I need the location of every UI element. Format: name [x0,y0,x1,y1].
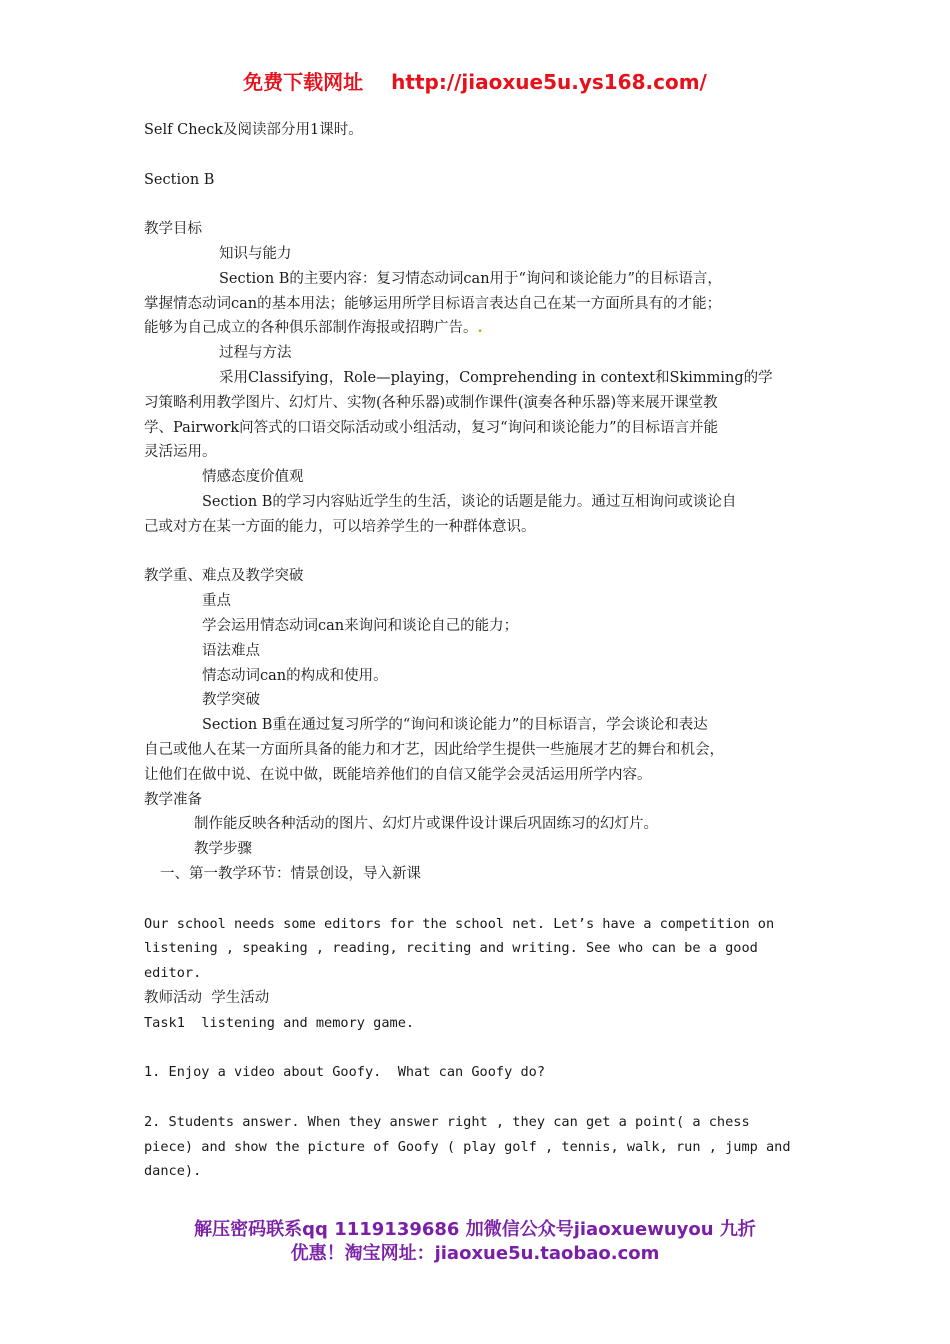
header-banner [0,66,950,95]
document-body [144,118,814,1184]
text-line: 情态动词can的构成和使用。 [202,667,388,684]
text-line: Section B的主要内容：复习情态动词can用于“询问和谈论能力”的目标语言， [219,270,722,287]
heading-steps: 教学步骤 [194,841,252,858]
text-line: 让他们在做中说、在说中做，既能培养他们的自信又能学会灵活运用所学内容。 [144,766,652,783]
section-title: Section B [144,171,215,188]
footer-contact: 解压密码联系qq 1119139686 加微信公众号jiaoxuewuyou 九折 [194,1219,756,1240]
text-line: 采用Classifying，Role—playing，Comprehending in context和Skimming的学 [219,369,773,386]
text-line: Section B重在通过复习所学的“询问和谈论能力”的目标语言，学会谈论和表达 [202,717,708,734]
text-line: 习策略利用教学图片、幻灯片、实物(各种乐器)或制作课件(演奏各种乐器)等来展开课堂教 [144,394,718,411]
text-line: 学会运用情态动词can来询问和谈论自己的能力； [202,617,519,634]
text-line: Self Check及阅读部分用1课时。 [144,122,363,138]
mark-dot: . [477,319,483,337]
activity-columns: 教师活动 学生活动 [144,989,270,1006]
subheading-grammar: 语法难点 [202,642,260,659]
subheading-process: 过程与方法 [219,345,292,362]
header-url-link[interactable]: http://jiaoxue5u.ys168.com/ [391,70,707,94]
header-label: 免费下载网址 [243,70,364,94]
text-line: piece) and show the picture of Goofy ( play golf , tennis, walk, run , jump and [144,1138,791,1155]
step-title: 一、第一教学环节：情景创设，导入新课 [160,865,421,882]
text-line: dance). [144,1163,202,1180]
task-title: Task1 listening and memory game. [144,1014,415,1031]
list-item: 1. Enjoy a video about Goofy. What can Goofy do? [144,1064,546,1081]
subheading-attitude: 情感态度价值观 [202,469,304,486]
text-line: 掌握情态动词can的基本用法；能够运用所学目标语言表达自己在某一方面所具有的才能； [144,295,722,312]
text-line: Section B的学习内容贴近学生的生活，谈论的话题是能力。通过互相询问或谈论自 [202,493,737,510]
text-line: Our school needs some editors for the school net. Let’s have a competition on [144,915,775,932]
heading-preparation: 教学准备 [144,791,202,808]
text-line [144,316,814,341]
text-line: 灵活运用。 [144,444,217,461]
text-segment: 能够为自己成立的各种俱乐部制作海报或招聘广告。 [144,320,478,337]
footer-banner [0,1218,950,1266]
subheading-focus: 重点 [202,593,231,610]
heading-objectives: 教学目标 [144,221,202,238]
text-line: 学、Pairwork问答式的口语交际活动或小组活动，复习“询问和谈论能力”的目标语言并能 [144,419,719,436]
text-line: 己或对方在某一方面的能力，可以培养学生的一种群体意识。 [144,518,536,535]
text-line: editor. [144,965,202,982]
subheading-breakthrough: 教学突破 [202,692,260,709]
text-line: 制作能反映各种活动的图片、幻灯片或课件设计课后巩固练习的幻灯片。 [194,816,658,833]
text-line: listening , speaking , reading, reciting and writing. See who can be a good [144,940,758,957]
text-line: 自己或他人在某一方面所具备的能力和才艺，因此给学生提供一些施展才艺的舞台和机会， [144,741,724,758]
footer-shop-link[interactable]: 优惠！淘宝网址：jiaoxue5u.taobao.com [290,1243,660,1264]
list-item: 2. Students answer. When they answer right , they can get a point( a chess [144,1113,750,1130]
subheading-knowledge: 知识与能力 [219,245,292,262]
heading-key-points: 教学重、难点及教学突破 [144,568,304,585]
